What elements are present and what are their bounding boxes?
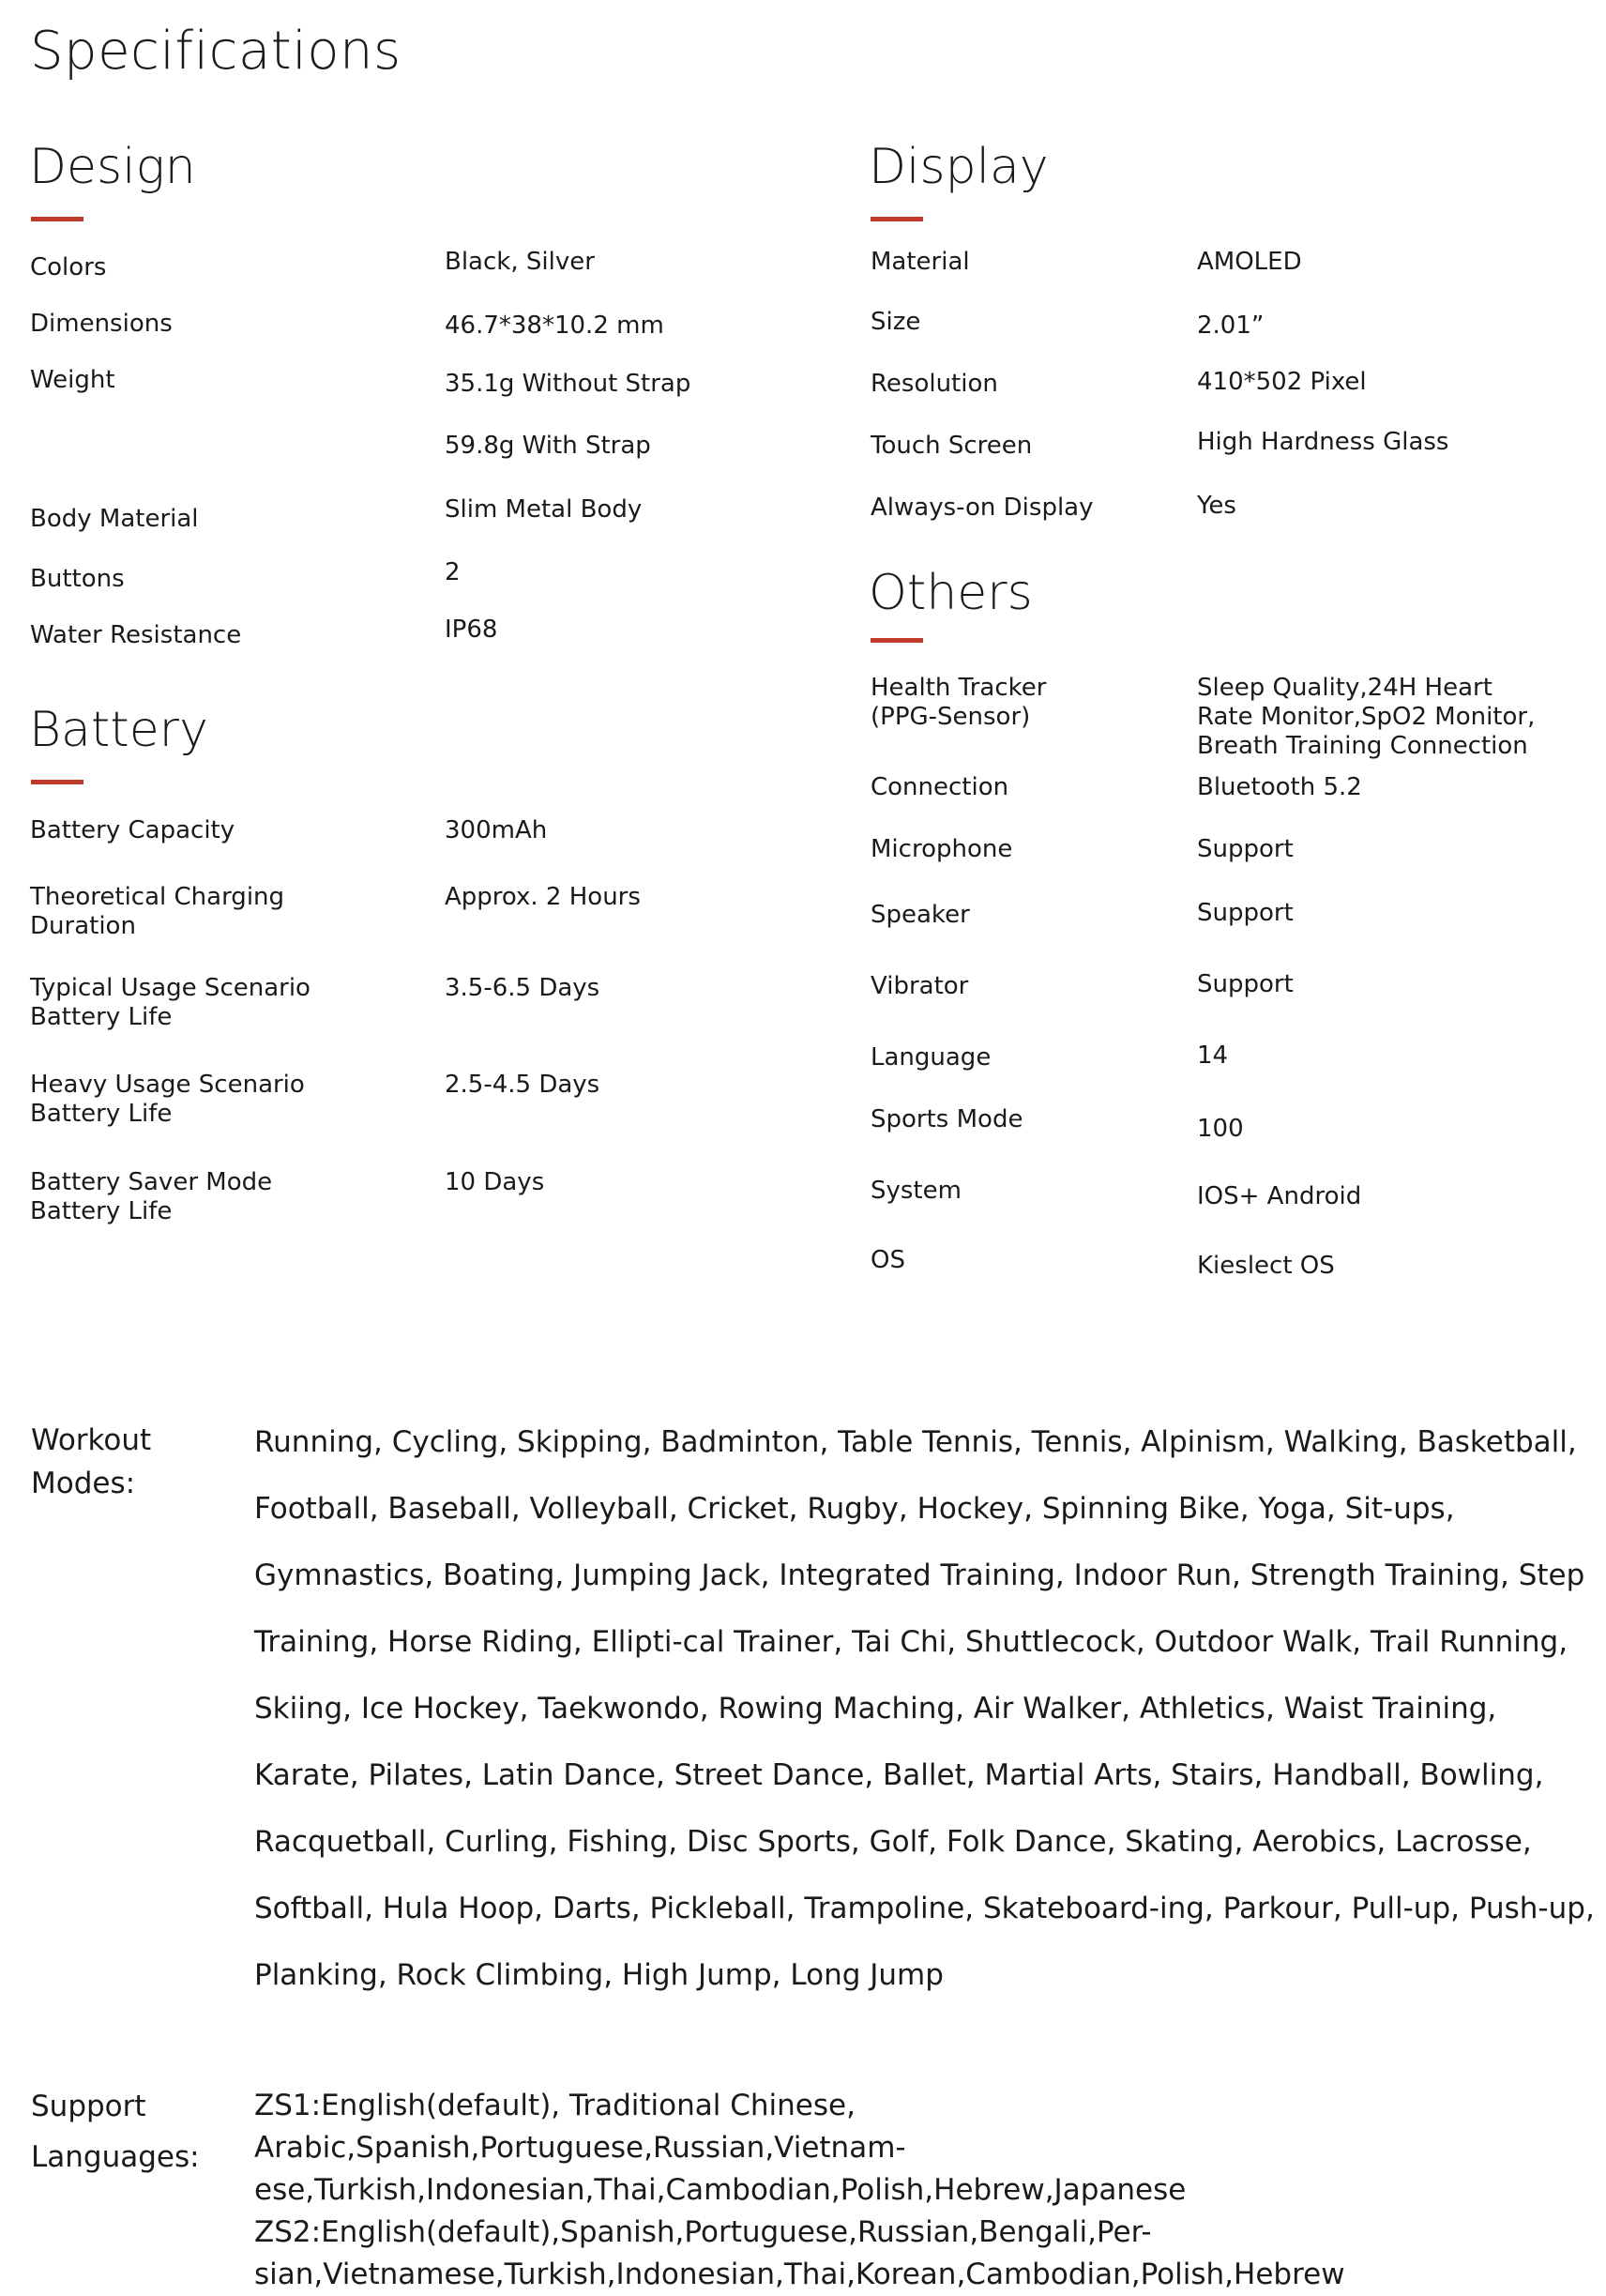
spec-label-speaker: Speaker [871, 901, 970, 929]
spec-value-heavy-usage: 2.5-4.5 Days [445, 1071, 600, 1099]
spec-label-charging-duration-line2: Duration [30, 912, 136, 940]
spec-value-colors: Black, Silver [445, 248, 595, 276]
support-languages-label-line2: Languages: [31, 2140, 200, 2174]
spec-label-os: OS [871, 1246, 905, 1274]
spec-label-touch-screen: Touch Screen [871, 432, 1033, 460]
spec-value-language: 14 [1197, 1042, 1229, 1070]
spec-value-water-resistance: IP68 [445, 616, 498, 644]
spec-label-material: Material [871, 248, 970, 276]
spec-value-connection: Bluetooth 5.2 [1197, 773, 1362, 801]
spec-label-always-on-display: Always-on Display [871, 494, 1094, 522]
workout-modes-label-line1: Workout [31, 1423, 152, 1457]
spec-value-battery-capacity: 300mAh [445, 816, 548, 844]
others-accent-rule [871, 638, 923, 643]
battery-section-title: Battery [29, 702, 208, 758]
spec-label-resolution: Resolution [871, 370, 998, 398]
spec-value-body-material: Slim Metal Body [445, 495, 643, 524]
spec-value-always-on-display: Yes [1197, 492, 1236, 520]
spec-label-saver-mode-line1: Battery Saver Mode [30, 1168, 273, 1196]
spec-value-buttons: 2 [445, 558, 461, 586]
spec-label-system: System [871, 1177, 962, 1205]
spec-label-buttons: Buttons [30, 565, 125, 593]
spec-label-size: Size [871, 308, 921, 336]
spec-value-dimensions: 46.7*38*10.2 mm [445, 312, 664, 340]
spec-value-health-tracker-line1: Sleep Quality,24H Heart [1197, 674, 1492, 702]
support-languages-label-line1: Support [31, 2090, 146, 2123]
spec-value-material: AMOLED [1197, 248, 1302, 276]
spec-value-microphone: Support [1197, 835, 1294, 863]
spec-value-health-tracker-line2: Rate Monitor,SpO2 Monitor, [1197, 703, 1536, 731]
spec-value-resolution: 410*502 Pixel [1197, 368, 1367, 396]
spec-value-saver-mode: 10 Days [445, 1168, 545, 1196]
spec-value-weight-without-strap: 35.1g Without Strap [445, 370, 691, 398]
spec-label-sports-mode: Sports Mode [871, 1105, 1023, 1133]
battery-accent-rule [31, 780, 83, 784]
spec-label-dimensions: Dimensions [30, 310, 173, 338]
spec-label-water-resistance: Water Resistance [30, 621, 242, 649]
spec-value-charging-duration: Approx. 2 Hours [445, 883, 641, 911]
design-section-title: Design [29, 139, 196, 195]
spec-label-health-tracker-line2: (PPG-Sensor) [871, 703, 1031, 731]
display-accent-rule [871, 217, 923, 221]
spec-label-typical-usage-line1: Typical Usage Scenario [30, 974, 311, 1002]
spec-label-colors: Colors [30, 253, 107, 281]
spec-value-weight-with-strap: 59.8g With Strap [445, 432, 651, 460]
spec-label-saver-mode-line2: Battery Life [30, 1197, 173, 1225]
spec-label-health-tracker-line1: Health Tracker [871, 674, 1047, 702]
spec-label-vibrator: Vibrator [871, 972, 969, 1000]
support-languages-list: ZS1:English(default), Traditional Chinese, Arabic,Spanish,Portuguese,Russian,Vietnam-ese,Turkish,Indonesian,Thai,Cambodian,Polish,Hebrew,Japanese ZS2:English(default),Spanish,Portuguese,Russian,Bengali,Per-sian,Vietnamese,Turkish,Indonesian,Thai,Korean,Cambodian,Polish,Hebrew [254, 2089, 1345, 2291]
others-section-title: Others [869, 565, 1033, 621]
spec-label-typical-usage-line2: Battery Life [30, 1003, 173, 1031]
spec-label-microphone: Microphone [871, 835, 1013, 863]
page-title: Specifications [30, 21, 402, 82]
spec-label-heavy-usage-line2: Battery Life [30, 1100, 173, 1128]
display-section-title: Display [869, 139, 1049, 195]
spec-value-sports-mode: 100 [1197, 1115, 1244, 1143]
spec-value-vibrator: Support [1197, 970, 1294, 998]
design-accent-rule [31, 217, 83, 221]
spec-value-size: 2.01” [1197, 312, 1265, 340]
spec-label-weight: Weight [30, 366, 115, 394]
spec-label-connection: Connection [871, 773, 1009, 801]
spec-value-system: IOS+ Android [1197, 1182, 1362, 1210]
spec-label-body-material: Body Material [30, 505, 199, 533]
spec-value-speaker: Support [1197, 899, 1294, 927]
spec-label-charging-duration-line1: Theoretical Charging [30, 883, 285, 911]
spec-value-health-tracker-line3: Breath Training Connection [1197, 732, 1528, 760]
workout-modes-label-line2: Modes: [31, 1467, 136, 1500]
spec-label-language: Language [871, 1043, 992, 1072]
workout-modes-list: Running, Cycling, Skipping, Badminton, Table Tennis, Tennis, Alpinism, Walking, Basketball, Football, Baseball, Volleyball, Cricket, Rugby, Hockey, Spinning Bike, Yoga, Sit-ups, Gymnastics, Boating, Jumping Jack, Integrated Training, Indoor Run, Strength Training, Step Training, Horse Riding, Ellipti-cal Trainer, Tai Chi, Shuttlecock, Outdoor Walk, Trail Running, Skiing, Ice Hockey, Taekwondo, Rowing Maching, Air Walker, Athletics, Waist Training, Karate, Pilates, Latin Dance, Street Dance, Ballet, Martial Arts, Stairs, Handball, Bowling, Racquetball, Curling, Fishing, Disc Sports, Golf, Folk Dance, Skating, Aerobics, Lacrosse, Softball, Hula Hoop, Darts, Pickleball, Trampoline, Skateboard-ing, Parkour, Pull-up, Push-up, Planking, Rock Climbing, High Jump, Long Jump [254, 1425, 1595, 1992]
spec-value-os: Kieslect OS [1197, 1252, 1335, 1280]
spec-label-heavy-usage-line1: Heavy Usage Scenario [30, 1071, 305, 1099]
spec-value-touch-screen: High Hardness Glass [1197, 428, 1449, 456]
spec-value-typical-usage: 3.5-6.5 Days [445, 974, 600, 1002]
spec-label-battery-capacity: Battery Capacity [30, 816, 235, 844]
